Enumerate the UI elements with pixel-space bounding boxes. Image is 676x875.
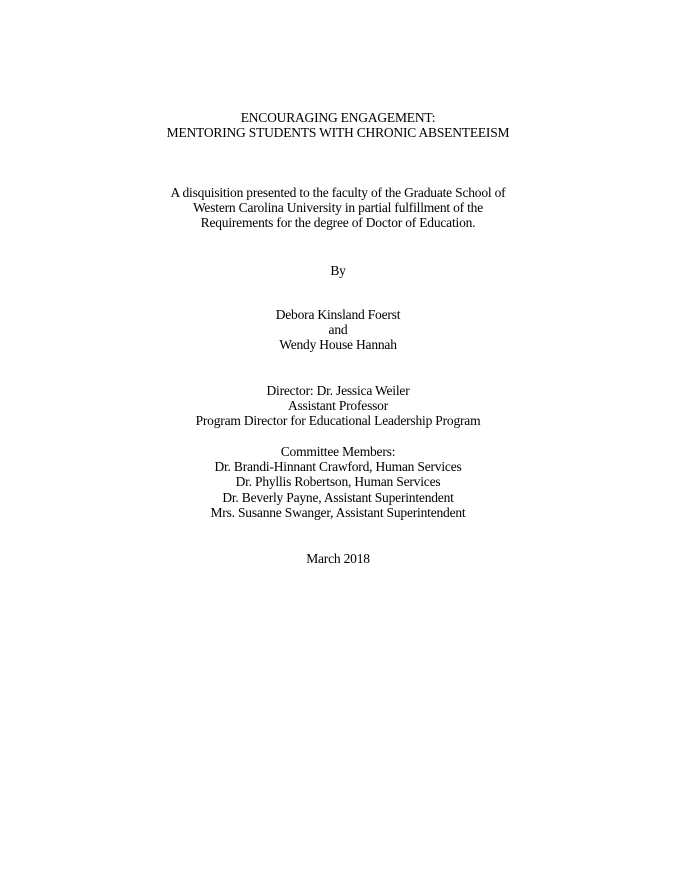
title-line-1: ENCOURAGING ENGAGEMENT: [240, 110, 436, 125]
statement-line-2: Western Carolina University in partial fulfillment of the [192, 200, 484, 216]
committee-member: Dr. Brandi-Hinnant Crawford, Human Services [214, 459, 462, 475]
authors-block [0, 307, 676, 353]
statement-line-3: Requirements for the degree of Doctor of Education. [200, 215, 476, 231]
director-name: Director: Dr. Jessica Weiler [266, 383, 410, 398]
committee-member: Dr. Beverly Payne, Assistant Superintendent [222, 489, 454, 505]
submission-date: March 2018 [306, 551, 370, 566]
by-label-block [0, 263, 676, 278]
date-block [0, 551, 676, 566]
title-line-2: MENTORING STUDENTS WITH CHRONIC ABSENTEEISM [166, 125, 510, 141]
director-block [0, 383, 676, 429]
author-2: Wendy House Hannah [279, 337, 397, 353]
author-1: Debora Kinsland Foerst [275, 307, 401, 322]
statement-line-1: A disquisition presented to the faculty of the Graduate School of [170, 185, 506, 200]
author-conjunction: and [328, 322, 348, 338]
submission-statement [0, 185, 676, 231]
committee-block [0, 444, 676, 520]
committee-member: Dr. Phyllis Robertson, Human Services [235, 474, 441, 490]
committee-heading: Committee Members: [280, 444, 396, 459]
director-title: Assistant Professor [287, 398, 389, 414]
title-block [0, 110, 676, 140]
director-program: Program Director for Educational Leadership Program [195, 413, 481, 429]
committee-member: Mrs. Susanne Swanger, Assistant Superintendent [210, 504, 466, 520]
by-label: By [330, 263, 346, 278]
